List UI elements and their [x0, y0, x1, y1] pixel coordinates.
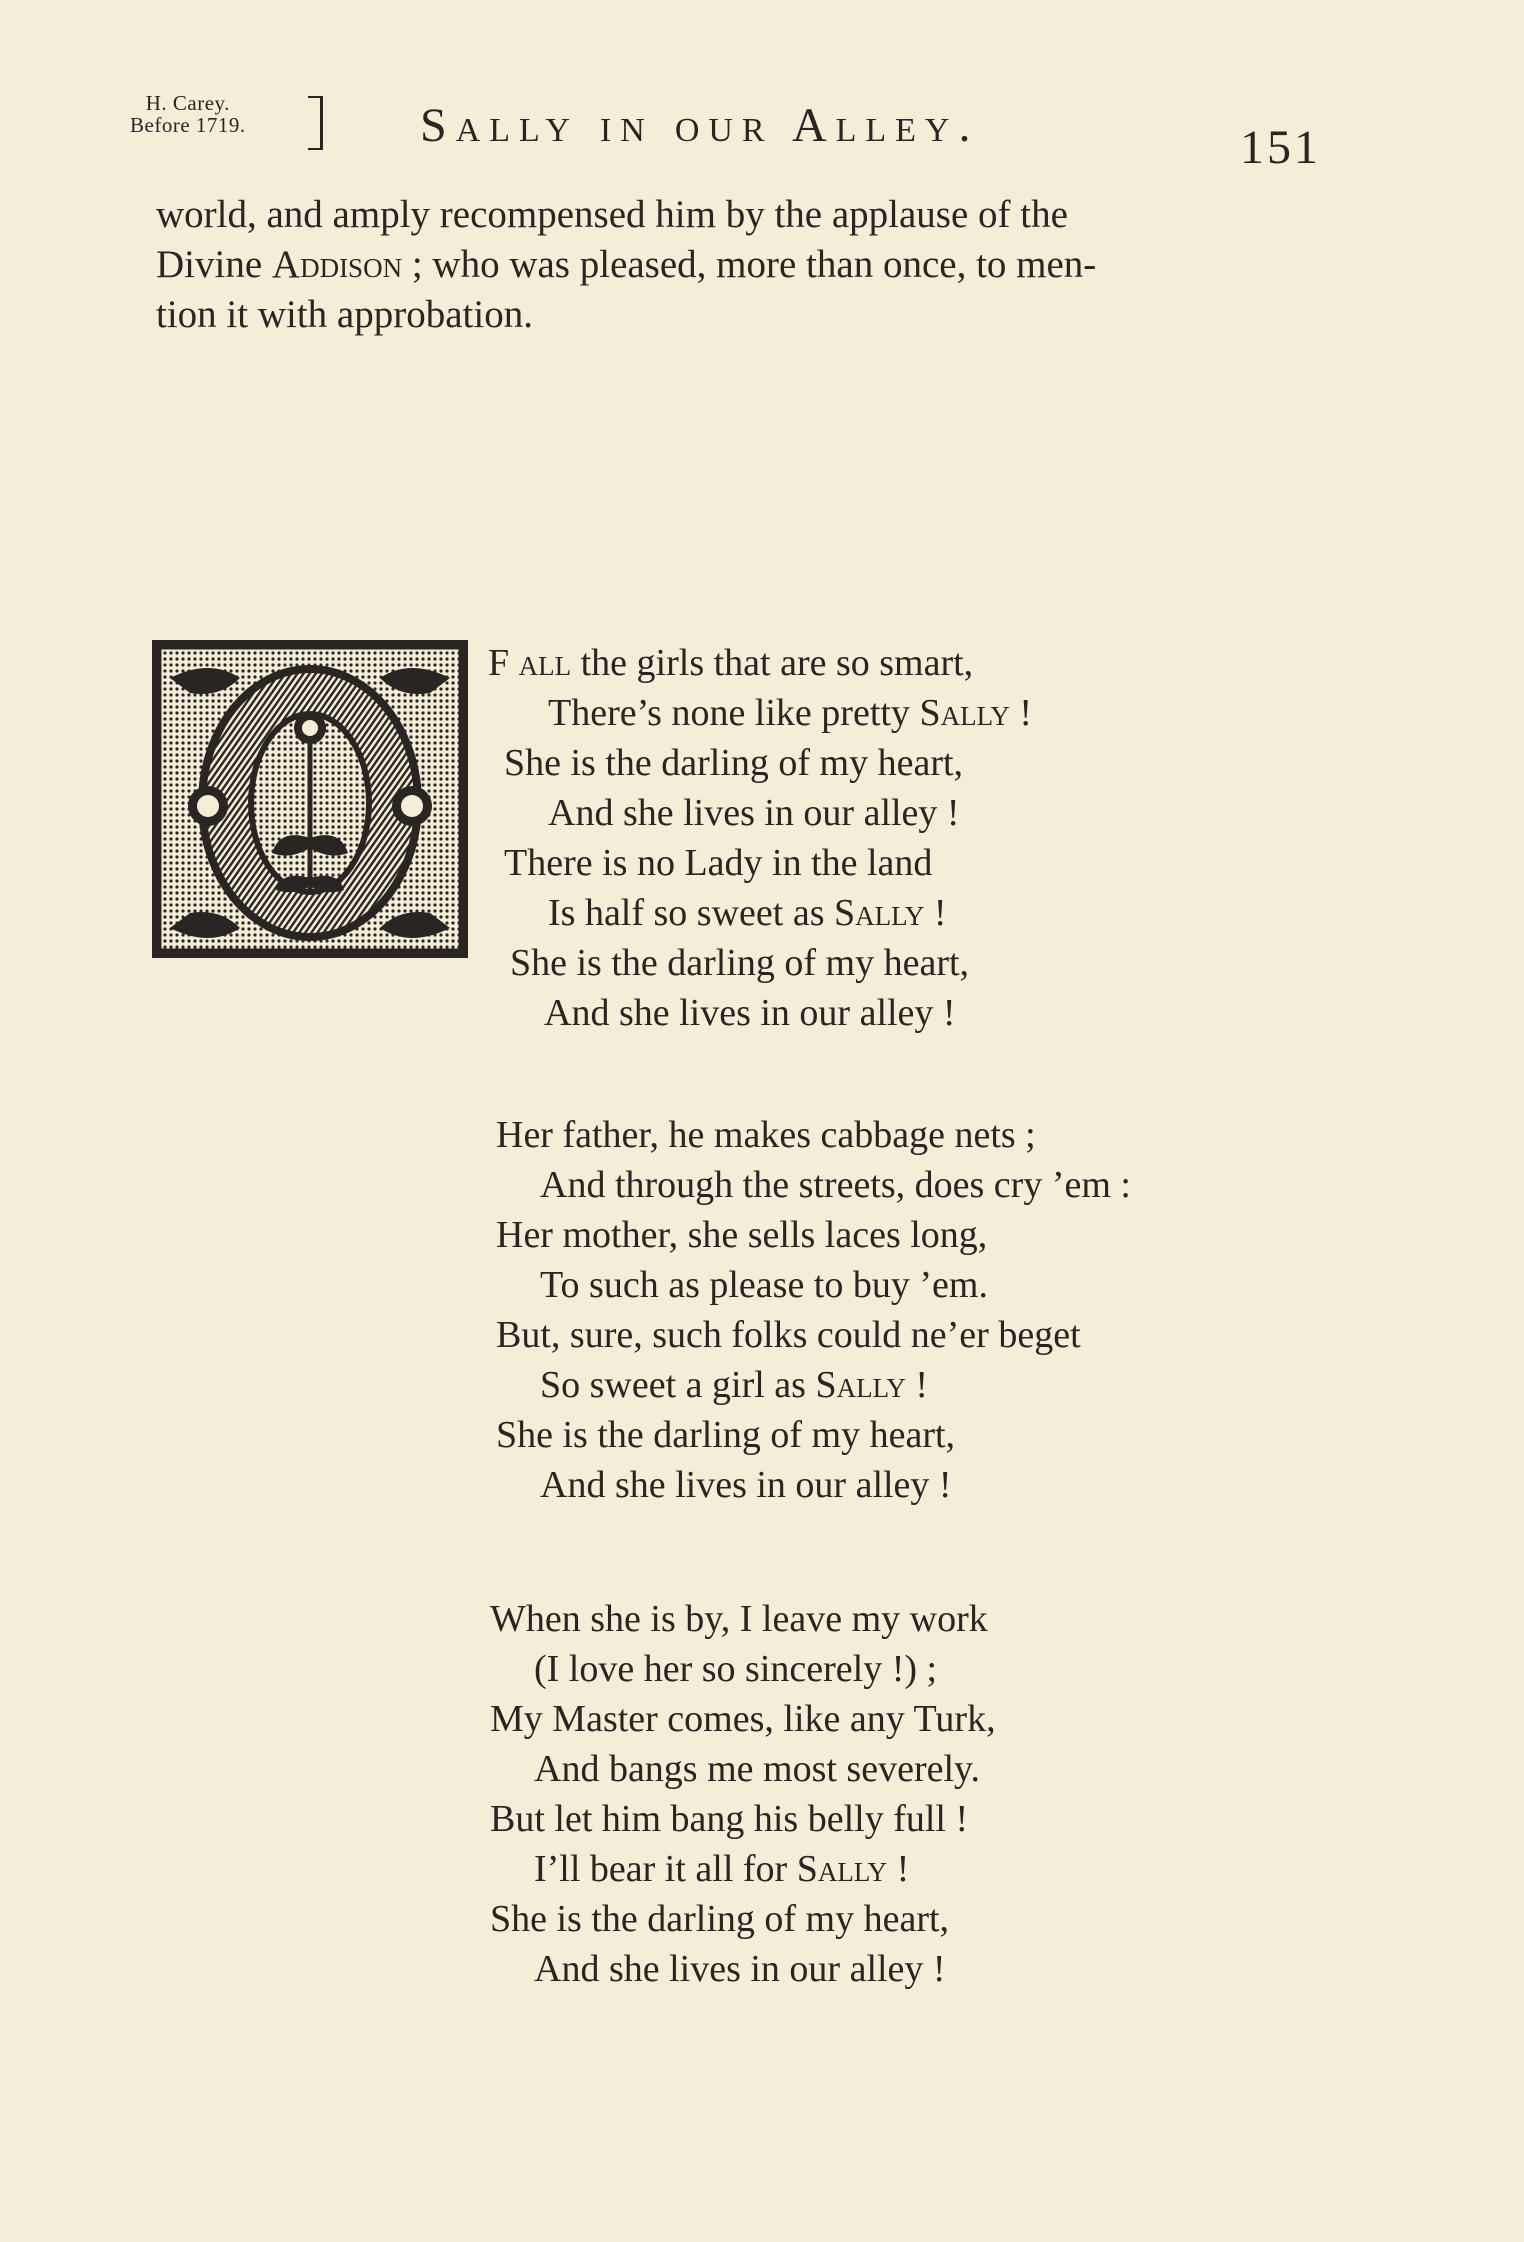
- verse-line: Is half so sweet as Sally !: [548, 892, 947, 934]
- verse-line: So sweet a girl as Sally !: [540, 1364, 929, 1406]
- side-note-bracket: [308, 96, 323, 150]
- verse-line: There’s none like pretty Sally !: [548, 692, 1033, 734]
- verse-line: F all the girls that are so smart,: [488, 642, 974, 684]
- verse-line: But, sure, such folks could ne’er beget: [496, 1314, 1081, 1356]
- stanza-2: [496, 1110, 1131, 1510]
- verse-line: And she lives in our alley !: [540, 1464, 952, 1506]
- side-note: [130, 92, 246, 136]
- verse-line: She is the darling of my heart,: [510, 942, 970, 984]
- verse-line: She is the darling of my heart,: [504, 742, 964, 784]
- verse-line: Her father, he makes cabbage nets ;: [496, 1114, 1036, 1156]
- verse-line: And bangs me most severely.: [534, 1748, 981, 1790]
- verse-line: I’ll bear it all for Sally !: [534, 1848, 910, 1890]
- verse-line: (I love her so sincerely !) ;: [534, 1648, 938, 1690]
- running-title: Sally in our Alley.: [420, 99, 980, 152]
- verse-line: When she is by, I leave my work: [490, 1598, 988, 1640]
- prose-line: world, and amply recompensed him by the applause of the: [156, 193, 1068, 236]
- page-number: 151: [1240, 121, 1321, 174]
- verse-line: My Master comes, like any Turk,: [490, 1698, 996, 1740]
- verse-line: But let him bang his belly full !: [490, 1798, 969, 1840]
- author-note: H. Carey.: [145, 91, 230, 115]
- prose-paragraph: [156, 190, 1326, 340]
- verse-line: To such as please to buy ’em.: [540, 1264, 988, 1306]
- verse-line: And she lives in our alley !: [548, 792, 960, 834]
- verse-line: She is the darling of my heart,: [496, 1414, 956, 1456]
- verse-line: And she lives in our alley !: [544, 992, 956, 1034]
- prose-line: Divine Addison ; who was pleased, more than once, to men-: [156, 243, 1097, 286]
- verse-line: And through the streets, does cry ’em :: [540, 1164, 1131, 1206]
- prose-line: tion it with approbation.: [156, 293, 533, 336]
- verse-line: Her mother, she sells laces long,: [496, 1214, 988, 1256]
- ornamental-initial-o-icon: [150, 638, 470, 960]
- verse-line: She is the darling of my heart,: [490, 1898, 950, 1940]
- verse-line: And she lives in our alley !: [534, 1948, 946, 1990]
- date-note: Before 1719.: [130, 113, 246, 137]
- verse-line: There is no Lady in the land: [504, 842, 933, 884]
- stanza-1: [488, 638, 1032, 1038]
- stanza-3: [490, 1594, 996, 1994]
